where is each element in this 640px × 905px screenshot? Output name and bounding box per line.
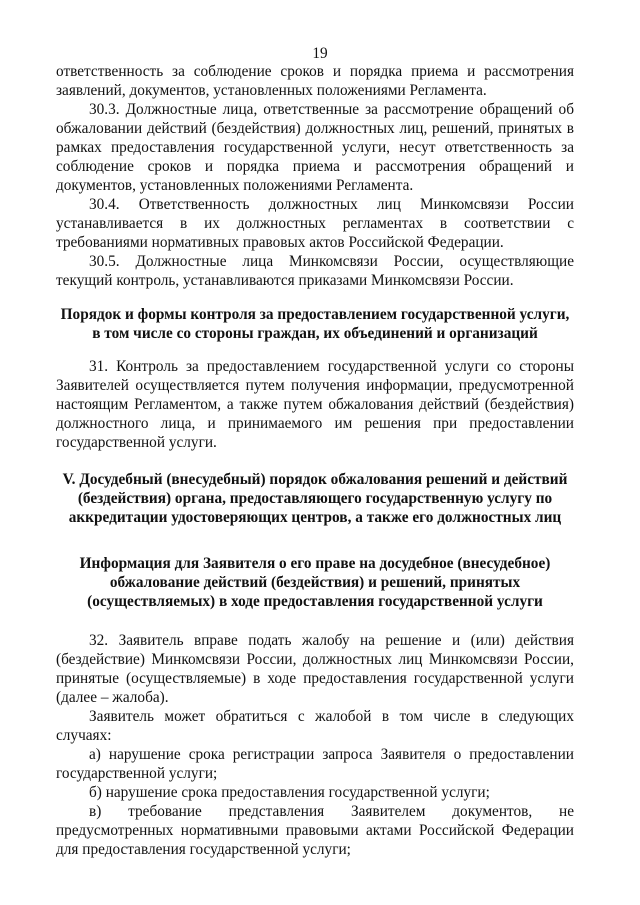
paragraph-30-5: 30.5. Должностные лица Минкомсвязи России, осуществляющие текущий контроль, устанавливаются приказами Минкомсвязи России. [56, 253, 574, 289]
list-item-b: б) нарушение срока предоставления государственной услуги; [89, 784, 490, 801]
page-number: 19 [312, 45, 328, 62]
section-control [56, 305, 574, 343]
section-info [56, 554, 574, 611]
paragraph-32: 32. Заявитель вправе подать жалобу на решение и (или) действия (бездействие) Минкомсвязи России, должностных лиц Минкомсвязи России, принятые (осуществляемые) в ходе предоставления государственной услуги (далее – жалоба). [56, 632, 574, 706]
section-32 [56, 631, 574, 859]
paragraph-31: 31. Контроль за предоставлением государственной услуги со стороны Заявителей осуществляется путем получения информации, предусмотренной настоящим Регламентом, а также путем обжалования действий (бездействия) должностного лица, и принимаемого им решения при предоставлении государственной услуги. [56, 358, 574, 451]
list-item-v: в) требование представления Заявителем документов, не предусмотренных нормативными правовыми актами Российской Федерации для предоставления государственной услуги; [56, 803, 574, 858]
section-31 [56, 357, 574, 452]
paragraph-cases-intro: Заявитель может обратиться с жалобой в том числе в следующих случаях: [56, 708, 574, 744]
paragraph-30-4: 30.4. Ответственность должностных лиц Минкомсвязи России устанавливается в их должностных регламентах в соответствии с требованиями нормативных правовых актов Российской Федерации. [56, 196, 574, 251]
paragraph-30-3: 30.3. Должностные лица, ответственные за рассмотрение обращений об обжаловании действий (бездействия) должностных лиц, решений, принятых в рамках предоставления государственной услуги, несут ответственность за соблюдение сроков и порядка приема и рассмотрения обращений и документов, установленных положениями Регламента. [56, 101, 574, 194]
heading-applicant-info: Информация для Заявителя о его праве на досудебное (внесудебное) обжалование действий (бездействия) и решений, принятых (осуществляемых) в ходе предоставления государственной услуги [79, 555, 551, 610]
heading-control-forms: Порядок и формы контроля за предоставлением государственной услуги, в том числе со стороны граждан, их объединений и организаций [60, 306, 570, 342]
heading-section-v: V. Досудебный (внесудебный) порядок обжалования решений и действий (бездействия) органа, предоставляющего государственную услугу по аккредитации удостоверяющих центров, а также его должностных лиц [62, 471, 568, 526]
section-responsibility [56, 62, 574, 290]
paragraph-continuation: ответственность за соблюдение сроков и порядка приема и рассмотрения заявлений, документов, установленных положениями Регламента. [56, 63, 574, 99]
list-item-a: а) нарушение срока регистрации запроса Заявителя о предоставлении государственной услуги; [56, 746, 574, 782]
section-v [56, 470, 574, 527]
